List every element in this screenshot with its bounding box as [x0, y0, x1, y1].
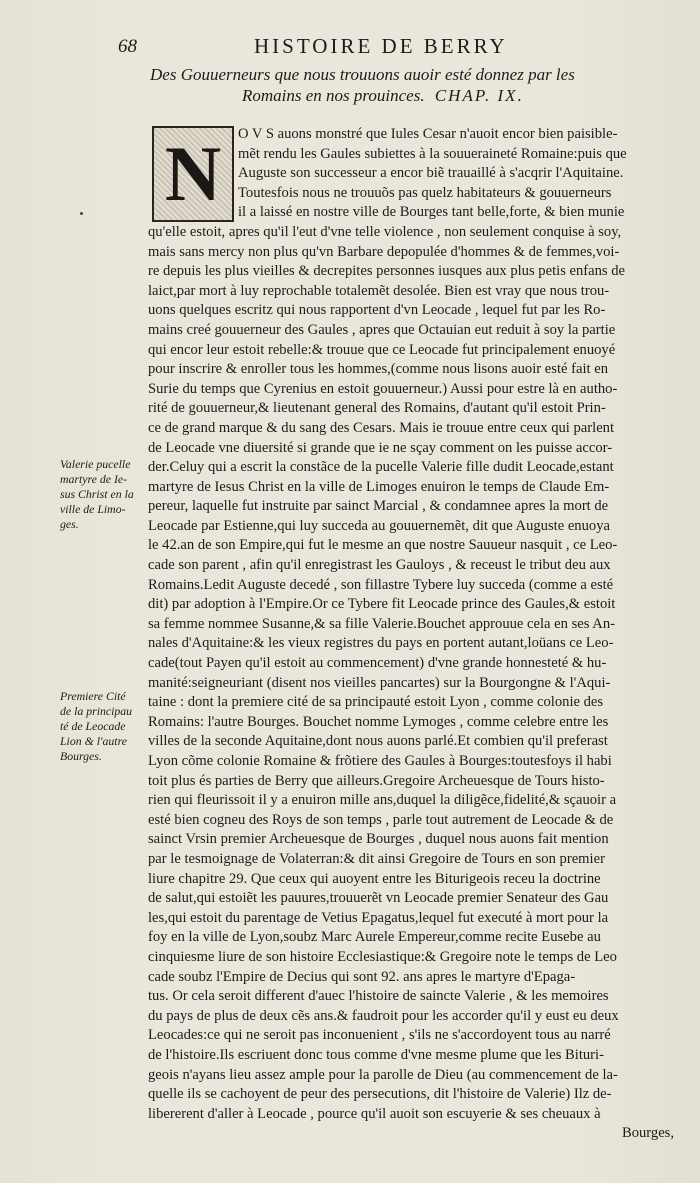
- text-line: dit) par adoption à l'Empire.Or ce Tybere fit Leocade prince des Gaules,& estoit: [148, 596, 616, 613]
- text-line: O V S auons monstré que Iules Cesar n'auoit encor bien paisible-: [238, 126, 618, 142]
- text-line: Auguste son successeur a encor biẽ trauaillé à s'acqrir l'Aquitaine.: [238, 165, 624, 182]
- chapter-title-line-2: Romains en nos prouinces.: [242, 86, 425, 105]
- text-line: Surie du temps que Cyrenius en estoit gouuerneur.) Aussi pour estre là en autho-: [148, 380, 618, 397]
- text-line: qu'elle estoit, apres qu'il l'eut d'vne telle violence , non seulement conquise à soy,: [148, 223, 622, 240]
- text-line: uons quelques escritz qui nous rapportent d'vn Leocade , lequel fut par les Ro-: [148, 302, 606, 319]
- margin-mark: [80, 212, 83, 215]
- text-line: tus. Or cela seroit different d'auec l'histoire de saincte Valerie , & les memoires: [148, 988, 609, 1005]
- marginal-note-line: sus Christ en la: [60, 487, 134, 501]
- text-line: toit plus és parties de Berry que ailleurs.Gregoire Archeuesque de Tours histo-: [148, 772, 605, 789]
- text-line: il a laissé en nostre ville de Bourges tant belle,forte, & bien munie: [238, 204, 625, 221]
- text-line: liure chapitre 29. Que ceux qui auoyent entre les Biturigeois receu la doctrine: [148, 870, 601, 887]
- text-line: mains creé gouuerneur des Gaules , apres que Octauian eut reduit à soy la partie: [148, 321, 616, 338]
- text-line: rité de gouuerneur,& lieutenant general des Romains, d'autant qu'il estoit Prin-: [148, 400, 606, 417]
- text-line: manité:seigneuriant (disent nos vieilles pancartes) sur la Bourgongne & l'Aqui-: [148, 674, 611, 691]
- text-line: mẽt rendu les Gaules subiettes à la souueraineté Romaine:puis que: [238, 145, 627, 162]
- text-line: nales d'Aquitaine:& les vieux registres du pays en portent autant,loüans ce Leo-: [148, 635, 614, 652]
- text-line: Toutesfois nous ne trouuõs pas quelz habitateurs & gouuerneurs: [238, 184, 612, 201]
- text-line: sa femme nommee Susanne,& sa fille Valerie.Bouchet approuue cela en ses An-: [148, 615, 615, 632]
- text-line: laict,par mort à luy reprochable totalemẽt desolée. Bien est vray que nous trou-: [148, 282, 610, 299]
- text-line: qui encor leur estoit rebelle:& trouue que ce Leocade fut principalement enuoyé: [148, 341, 616, 358]
- marginal-note-line: Valerie pucelle: [60, 457, 131, 471]
- text-line: de Leocade vne diuersité si grande que ie ne sçay comment on les puisse accor-: [148, 439, 613, 456]
- text-line: geois n'ayans lieu assez ample pour la parolle de Dieu (au commencement de la-: [148, 1066, 618, 1083]
- text-line: mais sans mercy non plus qu'vn Barbare depopulée d'hommes & de femmes,voi-: [148, 243, 620, 260]
- text-line: de l'histoire.Ils escriuent donc tous comme d'vne mesme plume que les Bituri-: [148, 1046, 604, 1063]
- chapter-label: CHAP. IX.: [434, 86, 524, 105]
- text-line: de salut,qui estoiẽt les pauures,trouuerẽt vn Leocade premier Senateur des Gau: [148, 890, 609, 907]
- text-line: villes de la seconde Aquitaine,dont nous auons parlé.Et combien qu'il preferast: [148, 733, 608, 750]
- body-text: [148, 125, 680, 1144]
- marginal-note-line: ges.: [60, 517, 79, 531]
- text-line: martyre de Iesus Christ en la ville de Limoges enuiron le temps de Claude Em-: [148, 478, 610, 495]
- text-line: esté bien cogneu des Roys de son temps , parle tout autrement de Leocade & de: [148, 811, 614, 828]
- drop-cap-letter: N: [164, 130, 222, 217]
- page-header: [118, 36, 598, 62]
- text-line: cinquiesme liure de son histoire Ecclesiastique:& Gregoire note le temps de Leo: [148, 948, 617, 965]
- text-line: pour inscrire & enroller tous les hommes,(comme nous lisons auoir esté fait en: [148, 361, 609, 378]
- text-line: libererent d'aller à Leocade , pource qu'il auoit son escuyerie & ses cheuaux à: [148, 1105, 601, 1122]
- text-line: re depuis les plus vieilles & decrepites personnes iusques aux plus petis enfans de: [148, 263, 626, 280]
- text-line: sainct Vrsin premier Archeuesque de Bourges , duquel nous auons fait mention: [148, 831, 609, 848]
- chapter-heading: [150, 64, 600, 106]
- text-line: Leocades:ce qui ne seroit pas inconuenient , s'ils ne s'accordoyent tous au narré: [148, 1027, 611, 1044]
- text-line: rien qui fleurissoit il y a enuiron mille ans,duquel la diligẽce,fidelité,& sçauoir a: [148, 792, 617, 809]
- text-line: taine : dont la premiere cité de sa principauté estoit Lyon , comme colonie des: [148, 694, 604, 711]
- text-line: quelle ils se cachoyent de peur des persecutions, dit l'histoire de Valerie) Ilz de-: [148, 1086, 612, 1103]
- text-line: pereur, laquelle fut instruite par sainct Marcial , & condamnee apres la mort de: [148, 498, 609, 515]
- text-line: der.Celuy qui a escrit la constãce de la pucelle Valerie fille dudit Leocade,estant: [148, 459, 614, 476]
- text-line: les,qui estoit du parentage de Vetius Epagatus,lequel fut executé à mort pour la: [148, 909, 609, 926]
- marginal-note-valerie: [60, 457, 148, 532]
- text-line: cade soubz l'Empire de Decius qui sont 92. ans apres le martyre d'Epaga-: [148, 968, 576, 985]
- marginal-note-line: Lion & l'autre: [60, 734, 127, 748]
- marginal-note-line: Bourges.: [60, 749, 102, 763]
- text-line: ce de grand marque & du sang des Cesars. Mais ie trouue entre ceux qui parlent: [148, 419, 615, 436]
- text-line: cade(tout Payen qu'il estoit au commencement) d'vne grande honnesteté & hu-: [148, 655, 607, 672]
- marginal-note-line: té de Leocade: [60, 719, 126, 733]
- text-line: Romains.Ledit Auguste decedé , son fillastre Tybere luy succeda (comme a esté: [148, 576, 614, 593]
- marginal-note-line: ville de Limo-: [60, 502, 126, 516]
- marginal-note-line: de la principau: [60, 704, 133, 718]
- text-line: Bourges,: [621, 1125, 674, 1142]
- text-line: cade son parent , afin qu'il enregistrast les Gauloys , & receust le tribut deu aux: [148, 557, 611, 574]
- chapter-title-line-1: Des Gouuerneurs que nous trouuons auoir esté donnez par les: [150, 65, 575, 84]
- marginal-note-line: martyre de Ie-: [60, 472, 128, 486]
- text-line: foy en la ville de Lyon,soubz Marc Aurele Empereur,comme recite Eusebe au: [148, 929, 601, 946]
- text-line: Romains: l'autre Bourges. Bouchet nomme Lymoges , comme celebre entre les: [148, 713, 609, 730]
- marginal-note-line: Premiere Cité: [60, 689, 126, 703]
- text-line: du pays de plus de deux cẽs ans.& faudroit pour les accorder qu'il y eust eu deux: [148, 1007, 619, 1024]
- marginal-note-premiere-cite: [60, 689, 148, 764]
- text-line: par le tesmoignage de Volaterran:& dit ainsi Gregoire de Tours en son premier: [148, 850, 605, 867]
- text-line: Leocade par Estienne,qui luy succeda au gouuernemẽt, dit que Auguste enuoya: [148, 517, 610, 534]
- running-title: HISTOIRE DE BERRY: [254, 34, 508, 58]
- text-line: Lyon cõme colonie Romaine & frõtiere des Gaules à Bourges:toutesfoys il habi: [148, 753, 612, 769]
- page-number: 68: [118, 36, 137, 57]
- text-line: le 42.an de son Empire,qui fut le mesme an que nostre Sauueur nasquit , ce Leo-: [148, 537, 618, 554]
